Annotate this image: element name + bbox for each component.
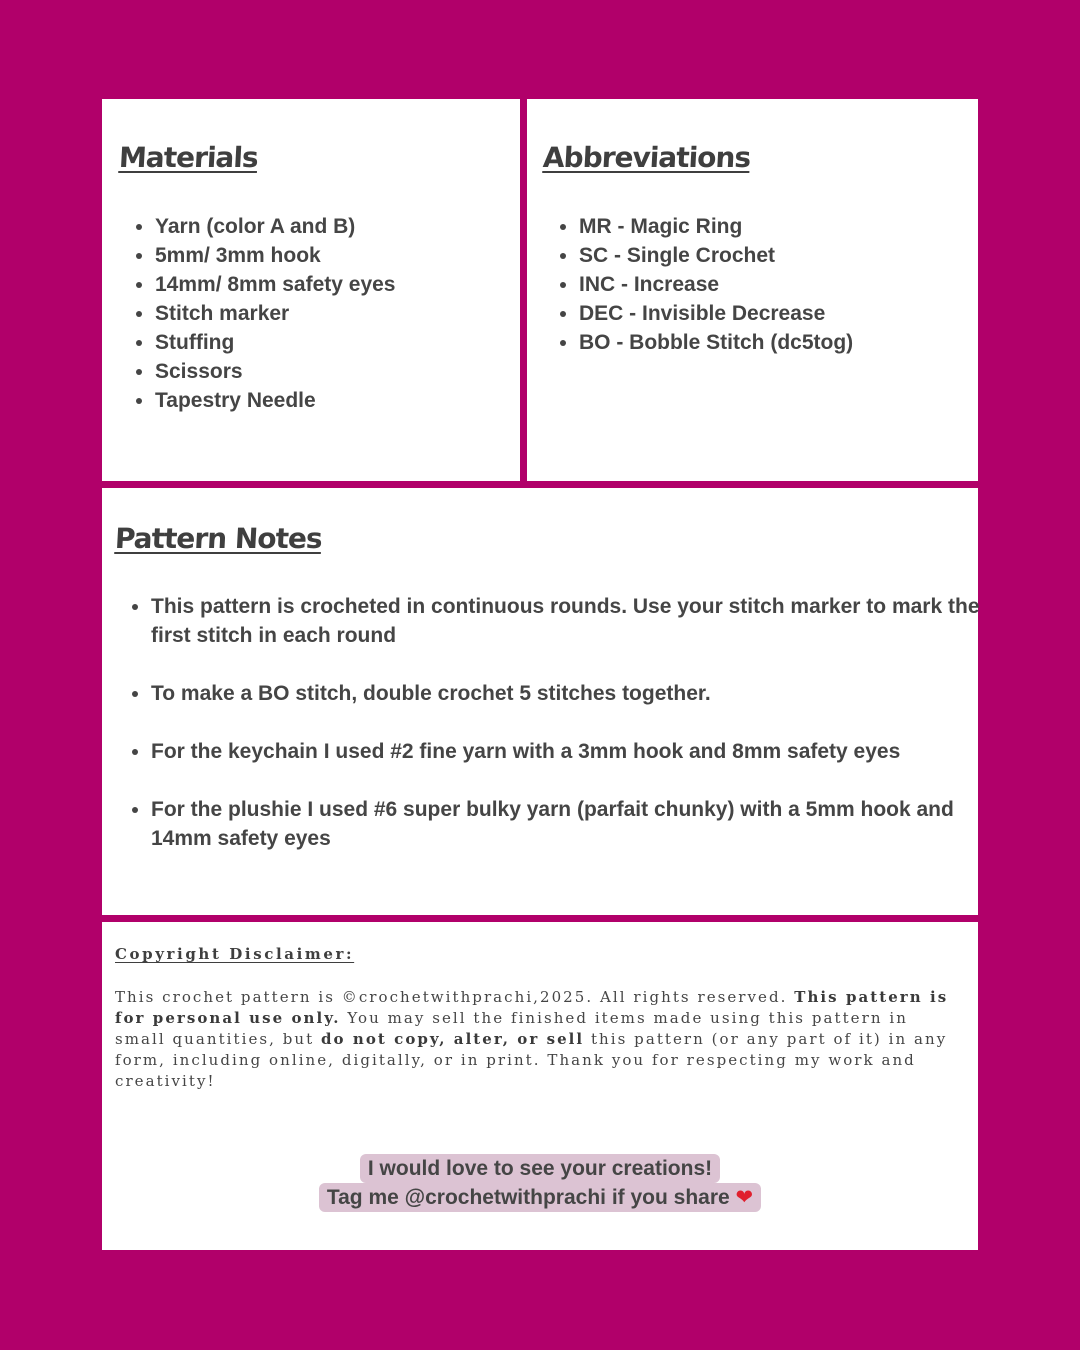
list-item: • For the plushie I used #6 super bulky yarn (parfait chunky) with a 5mm hook and 14mm safety eyes [151,795,996,853]
abbreviations-panel [527,99,978,481]
list-item: • Stuffing [155,328,396,357]
list-item: • Stitch marker [155,299,396,328]
abbreviations-list [543,212,853,357]
copyright-part1: This crochet pattern is ©crochetwithprachi,2025. All rights reserved. [115,988,795,1006]
list-item: • 5mm/ 3mm hook [155,241,396,270]
copyright-text [115,987,965,1092]
pattern-notes-list [115,592,996,882]
list-item: • MR - Magic Ring [579,212,853,241]
copyright-panel [102,922,978,1250]
materials-panel [102,99,520,481]
pattern-notes-panel [102,488,978,915]
copyright-bold2: do not copy, alter, or sell [321,1030,585,1048]
copyright-part3: this pattern (or any part of it) in any form, including online, digitally, or in print. Thank you for respecting my work and creativity! [115,1030,948,1090]
list-item: • Tapestry Needle [155,386,396,415]
list-item: • Scissors [155,357,396,386]
list-item: • 14mm/ 8mm safety eyes [155,270,396,299]
list-item: • BO - Bobble Stitch (dc5tog) [579,328,853,357]
heart-icon: ❤ [735,1185,754,1209]
list-item: • This pattern is crocheted in continuous rounds. Use your stitch marker to mark the first stitch in each round [151,592,996,650]
list-item: • SC - Single Crochet [579,241,853,270]
list-item: • For the keychain I used #2 fine yarn with a 3mm hook and 8mm safety eyes [151,737,996,766]
share-line-1: I would love to see your creations! [360,1154,720,1183]
list-item: • Yarn (color A and B) [155,212,396,241]
materials-list [119,212,396,415]
abbreviations-heading: Abbreviations [542,141,751,174]
share-line-2-text: Tag me @crochetwithprachi if you share [326,1186,730,1209]
copyright-title: Copyright Disclaimer: [115,945,355,963]
copyright-part2: You may sell the finished items made using this pattern in small quantities, but [115,1009,908,1048]
copyright-bold1: This pattern is for personal use only. [115,988,949,1027]
materials-heading: Materials [118,141,259,174]
share-callout [102,1154,978,1212]
list-item: • To make a BO stitch, double crochet 5 stitches together. [151,679,996,708]
list-item: • DEC - Invisible Decrease [579,299,853,328]
pattern-notes-heading: Pattern Notes [114,522,323,555]
share-line-2 [319,1183,761,1212]
list-item: • INC - Increase [579,270,853,299]
